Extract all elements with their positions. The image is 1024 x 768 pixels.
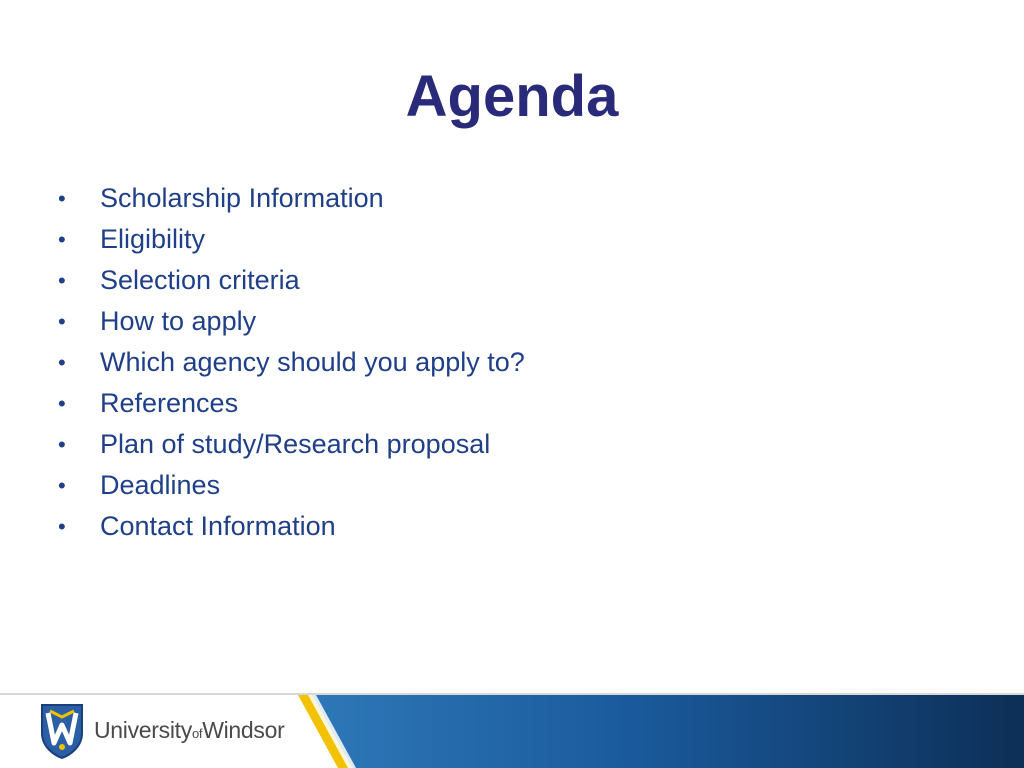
wordmark-of: of [191, 726, 203, 741]
bullet: • [58, 514, 66, 539]
bullet: • [58, 432, 66, 457]
agenda-item-text: Scholarship Information [100, 183, 384, 213]
bullet: • [58, 391, 66, 416]
university-logo [40, 703, 300, 759]
agenda-item-text: Eligibility [100, 224, 206, 254]
footer-banner [0, 693, 1024, 768]
agenda-item-text: How to apply [100, 306, 257, 336]
bullet: • [58, 227, 66, 252]
bullet: • [58, 268, 66, 293]
bullet: • [58, 350, 66, 375]
agenda-item-text: References [100, 388, 239, 418]
footer-blue-band [312, 695, 1024, 768]
university-shield-icon [40, 703, 84, 759]
agenda-item-text: Selection criteria [100, 265, 300, 295]
bullet: • [58, 309, 66, 334]
slide-title: Agenda [405, 64, 619, 129]
university-wordmark [94, 717, 284, 744]
agenda-item-text: Deadlines [100, 470, 221, 500]
agenda-item-text: Plan of study/Research proposal [100, 429, 491, 459]
bullet: • [58, 186, 66, 211]
agenda-item-text: Contact Information [100, 511, 336, 541]
wordmark-university: University [94, 717, 192, 743]
agenda-item-text: Which agency should you apply to? [100, 347, 525, 377]
bullet: • [58, 473, 66, 498]
wordmark-windsor: Windsor [202, 717, 285, 743]
